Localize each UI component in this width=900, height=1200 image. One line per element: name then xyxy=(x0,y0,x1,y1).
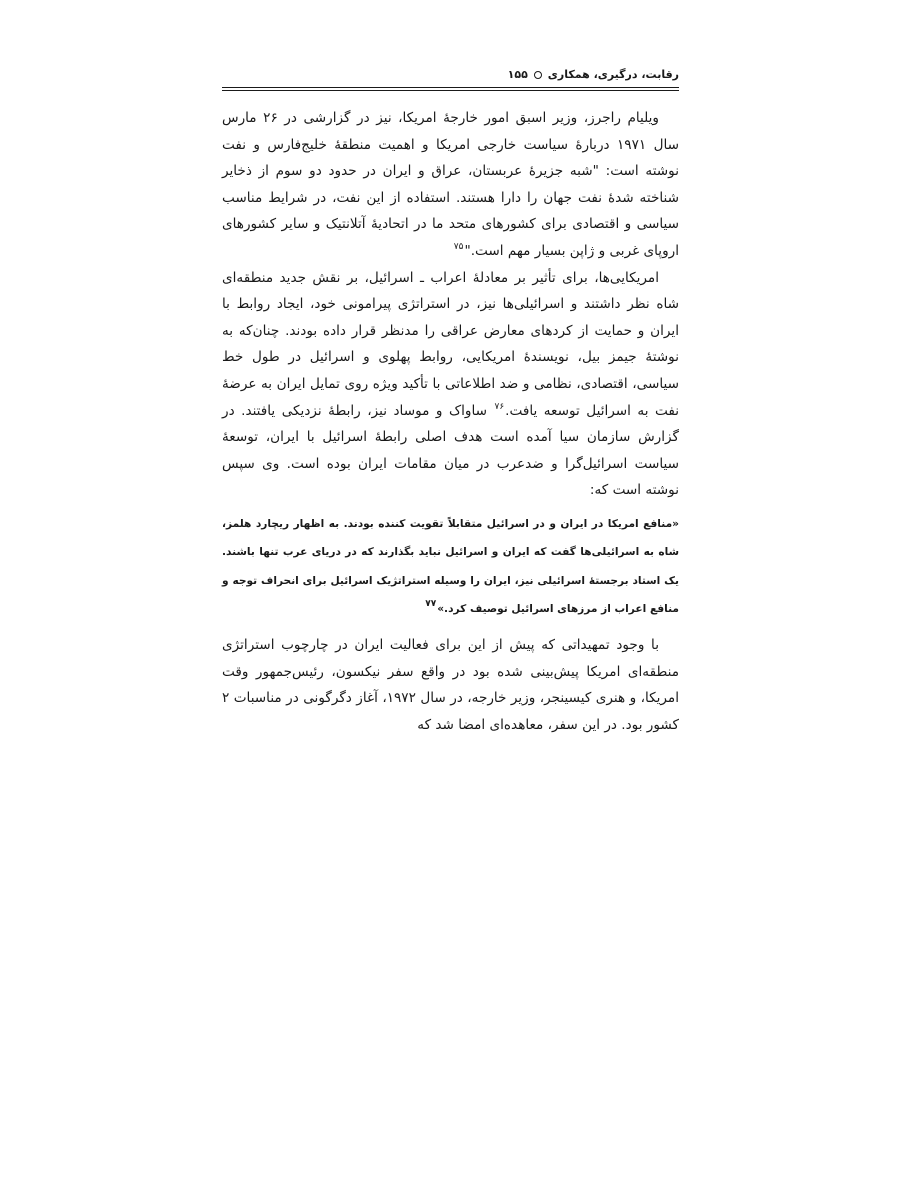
running-header xyxy=(222,66,679,84)
paragraph-text-continued: ساواک و موساد نیز، رابطهٔ نزدیکی یافتند. در گزارش سازمان سیا آمده است هدف اصلی رابطهٔ اسرائیل با ایران، توسعهٔ سیاست اسرائیل‌گرا و ضدعرب در میان مقامات ایران بوده است. وی سپس نوشته است که: xyxy=(222,402,679,499)
quote-text: «منافع امریکا در ایران و در اسرائیل متقابلاً تقویت کننده بودند. به اظهار ریچارد هلمز، شاه به اسرائیلی‌ها گفت که ایران و اسرائیل نباید بگذارند که در دریای عرب تنها باشند. یک استاد برجستهٔ اسرائیلی نیز، ایران را وسیله استراتژیک اسرائیل برای انحراف توجه و منافع اعراب از مرزهای اسرائیل توصیف کرد.» xyxy=(222,517,679,616)
footnote-marker: ۷۷ xyxy=(425,599,437,610)
body-text xyxy=(222,105,679,738)
paragraph-text: ویلیام راجرز، وزیر اسبق امور خارجهٔ امریکا، نیز در گزارشی در ۲۶ مارس سال ۱۹۷۱ دربارهٔ سیاست خارجی امریکا و اهمیت منطقهٔ خلیج‌فارس و نفت نوشته است: "شبه جزیرهٔ عربستان، عراق و ایران در حدود دو سوم از ذخایر شناخته شدهٔ نفت جهان را دارا هستند. استفاده از این نفت، در شرایط مناسب سیاسی و اقتصادی برای کشورهای متحد ما در اتحادیهٔ آتلانتیک و سایر کشورهای اروپای غربی و ژاپن بسیار مهم است." xyxy=(222,110,679,259)
header-title: رقابت، درگیری، همکاری xyxy=(547,68,679,81)
paragraph-nixon-visit xyxy=(222,632,679,738)
block-quote xyxy=(222,510,679,624)
footnote-marker: ۷۵ xyxy=(453,241,464,252)
paragraph-text: امریکایی‌ها، برای تأثیر بر معادلهٔ اعراب ـ اسرائیل، بر نقش جدید منطقه‌ای شاه نظر داشتند و اسرائیلی‌ها نیز، در استراتژی پیرامونی خود، ایجاد روابط با ایران و حمایت از کردهای معارض عراقی را مدنظر قرار داده بودند. چنان‌که به نوشتهٔ جیمز بیل، نویسندهٔ امریکایی، روابط پهلوی و اسرائیل در طول خط سیاسی، اقتصادی، نظامی و ضد اطلاعاتی با تأکید ویژه روی تمایل ایران به عرضهٔ نفت به اسرائیل توسعه یافت. xyxy=(222,269,680,419)
header-double-rule xyxy=(222,87,679,91)
circle-separator-icon xyxy=(534,71,542,79)
paragraph-text: با وجود تمهیداتی که پیش از این برای فعالیت ایران در چارچوب استراتژی منطقه‌ای امریکا پیش‌بینی شده بود در واقع سفر نیکسون، رئیس‌جمهور وقت امریکا، و هنری کیسینجر، وزیر خارجه، در سال ۱۹۷۲، آغاز دگرگونی در مناسبات ۲ کشور بود. در این سفر، معاهده‌ای امضا شد که xyxy=(222,636,679,733)
page-number: ۱۵۵ xyxy=(507,68,528,81)
paragraph-rogers-report xyxy=(222,105,679,265)
footnote-marker: ۷۶ xyxy=(494,401,505,412)
book-page xyxy=(222,66,679,738)
paragraph-israel-relations xyxy=(222,265,679,504)
